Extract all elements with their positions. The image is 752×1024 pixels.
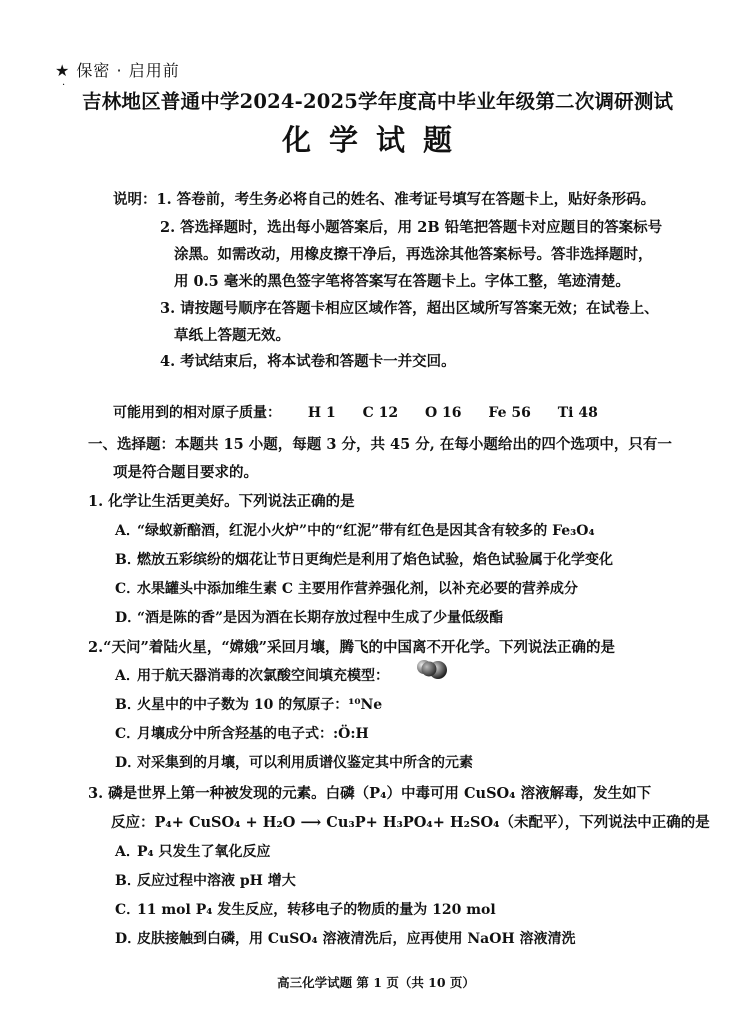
page-footer: 高三化学试题 第 1 页（共 10 页） bbox=[277, 975, 475, 990]
option-text: 燃放五彩缤纷的烟花让节日更绚烂是利用了焰色试验，焰色试验属于化学变化 bbox=[137, 552, 613, 568]
instruction-2-cont-2: 用 0.5 毫米的黑色签字笔将答案写在答题卡上。字体工整，笔迹清楚。 bbox=[174, 273, 630, 290]
section-heading: 一、选择题：本题共 15 小题，每题 3 分，共 45 分, 在每小题给出的四个选项中，只有一 bbox=[88, 436, 672, 453]
question-1-option-d bbox=[115, 607, 503, 627]
question-1-stem: 1. 化学让生活更美好。下列说法正确的是 bbox=[88, 493, 355, 510]
question-3-stem: 3. 磷是世界上第一种被发现的元素。白磷（P₄）中毒可用 CuSO₄ 溶液解毒，发生如下 bbox=[88, 785, 652, 802]
atomic-mass-fe: Fe 56 bbox=[488, 405, 531, 421]
option-text: 火星中的中子数为 10 的氖原子：¹⁰Ne bbox=[137, 697, 383, 713]
hclo-space-filling-model-icon bbox=[414, 658, 450, 680]
option-text: 用于航天器消毒的次氯酸空间填充模型： bbox=[137, 668, 389, 684]
atomic-mass-c: C 12 bbox=[362, 405, 399, 421]
question-3-option-b bbox=[115, 870, 296, 890]
instruction-3-cont: 草纸上答题无效。 bbox=[174, 327, 290, 344]
option-text: “酒是陈的香”是因为酒在长期存放过程中生成了少量低级酯 bbox=[137, 610, 504, 626]
option-text: P₄ 只发生了氧化反应 bbox=[137, 844, 271, 860]
instruction-3: 3. 请按题号顺序在答题卡相应区域作答，超出区域所写答案无效；在试卷上、 bbox=[160, 300, 659, 317]
section-heading-cont: 项是符合题目要求的。 bbox=[113, 464, 258, 481]
option-label: C． bbox=[115, 581, 141, 597]
instruction-4: 4. 考试结束后，将本试卷和答题卡一并交回。 bbox=[160, 353, 456, 370]
confidential-mark: ★ 保密 · 启用前 bbox=[55, 61, 180, 80]
option-text: 皮肤接触到白磷，用 CuSO₄ 溶液清洗后，应再使用 NaOH 溶液清洗 bbox=[137, 931, 576, 947]
option-label: D． bbox=[115, 755, 142, 771]
atomic-mass-ti: Ti 48 bbox=[557, 405, 598, 421]
option-label: A． bbox=[115, 668, 140, 684]
instruction-1: 说明：1. 答卷前，考生务必将自己的姓名、准考证号填写在答题卡上，贴好条形码。 bbox=[113, 191, 656, 208]
exam-header: 吉林地区普通中学2024-2025学年度高中毕业年级第二次调研测试 bbox=[82, 90, 674, 113]
option-text: 月壤成分中所含羟基的电子式： bbox=[137, 726, 333, 742]
question-2-stem: 2.“天问”着陆火星，“嫦娥”采回月壤，腾飞的中国离不开化学。下列说法正确的是 bbox=[88, 639, 615, 656]
question-2-option-a bbox=[115, 665, 389, 685]
header-dot: · bbox=[62, 80, 66, 91]
option-label: A． bbox=[115, 844, 140, 860]
option-text: 反应过程中溶液 pH 增大 bbox=[137, 873, 296, 889]
question-1-option-a bbox=[115, 520, 595, 540]
question-2-option-b bbox=[115, 694, 382, 714]
option-text: 11 mol P₄ 发生反应，转移电子的物质的量为 120 mol bbox=[137, 902, 496, 918]
option-text: 对采集到的月壤，可以利用质谱仪鉴定其中所含的元素 bbox=[137, 755, 473, 771]
question-2-option-c bbox=[115, 723, 369, 743]
atomic-mass-h: H 1 bbox=[307, 405, 336, 421]
option-label: D． bbox=[115, 931, 142, 947]
atomic-mass-label: 可能用到的相对原子质量： bbox=[113, 405, 281, 421]
question-3-option-c bbox=[115, 899, 496, 919]
option-text: 水果罐头中添加维生素 C 主要用作营养强化剂，以补充必要的营养成分 bbox=[137, 581, 578, 597]
option-label: B． bbox=[115, 552, 141, 568]
option-label: C． bbox=[115, 726, 141, 742]
option-label: B． bbox=[115, 873, 141, 889]
option-text: “绿蚁新醅酒，红泥小火炉”中的“红泥”带有红色是因其含有较多的 Fe₃O₄ bbox=[137, 523, 595, 539]
instruction-2-cont-1: 涂黑。如需改动，用橡皮擦干净后，再选涂其他答案标号。答非选择题时， bbox=[174, 246, 653, 263]
option-label: B． bbox=[115, 697, 141, 713]
hydroxyl-electron-formula: :Ö:H bbox=[333, 726, 369, 742]
question-1-option-b bbox=[115, 549, 613, 569]
option-label: C． bbox=[115, 902, 141, 918]
question-2-option-d bbox=[115, 752, 473, 772]
instruction-2: 2. 答选择题时，选出每小题答案后，用 2B 铅笔把答题卡对应题目的答案标号 bbox=[160, 219, 663, 236]
atomic-mass-line bbox=[113, 402, 620, 422]
question-3-option-d bbox=[115, 928, 576, 948]
option-label: D． bbox=[115, 610, 142, 626]
option-label: A． bbox=[115, 523, 140, 539]
question-3-stem-cont: 反应：P₄+ CuSO₄ + H₂O ⟶ Cu₃P+ H₃PO₄+ H₂SO₄（未配平），下列说法中正确的是 bbox=[111, 814, 710, 831]
atomic-mass-o: O 16 bbox=[424, 405, 462, 421]
question-1-option-c bbox=[115, 578, 578, 598]
question-3-option-a bbox=[115, 841, 271, 861]
page-title: 化学试题 bbox=[281, 123, 470, 157]
